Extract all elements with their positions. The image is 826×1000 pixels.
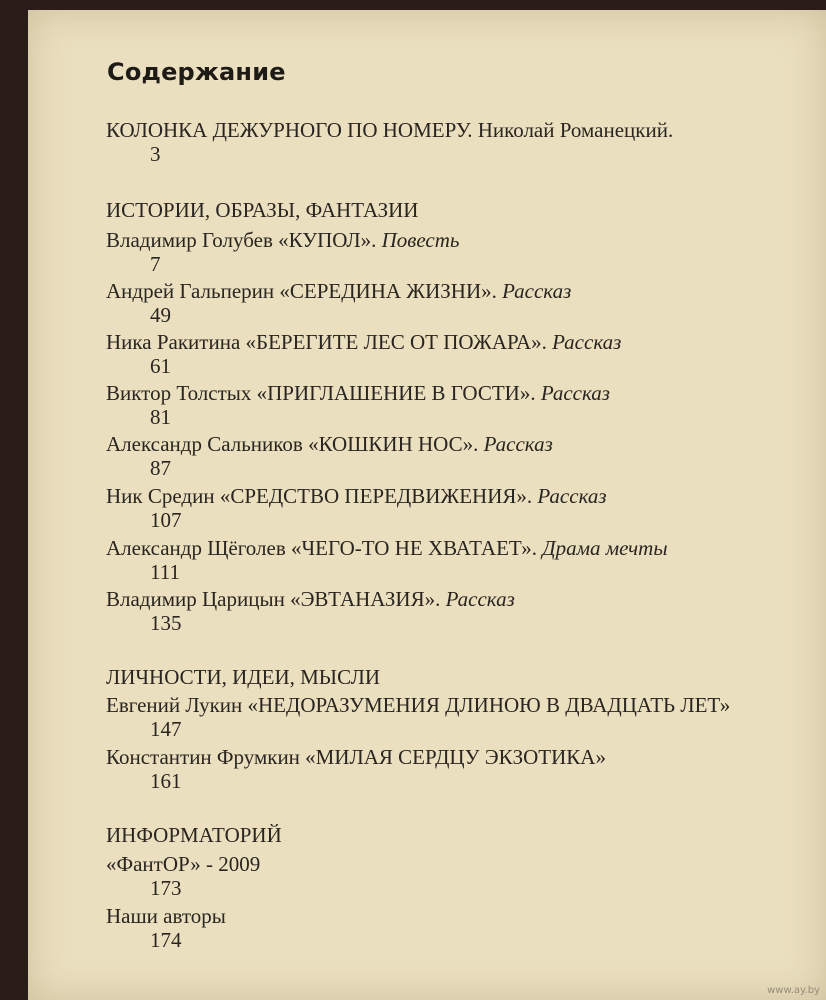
page-number: 81 — [150, 405, 171, 429]
toc-entry: Виктор Толстых «ПРИГЛАШЕНИЕ В ГОСТИ». Рассказ — [106, 381, 610, 405]
page-number: 135 — [150, 611, 182, 635]
watermark: www.ay.by — [767, 985, 820, 996]
genre-label: Драма мечты — [542, 536, 668, 560]
page-number: 7 — [150, 252, 161, 276]
page-number: 174 — [150, 928, 182, 952]
page-number: 49 — [150, 303, 171, 327]
page-number: 161 — [150, 769, 182, 793]
page-number: 173 — [150, 876, 182, 900]
genre-label: Рассказ — [540, 381, 610, 405]
genre-label: Рассказ — [552, 330, 622, 354]
page-number: 61 — [150, 354, 171, 378]
toc-entry: Андрей Гальперин «СЕРЕДИНА ЖИЗНИ». Рассказ — [106, 279, 572, 303]
section-heading-stories: ИСТОРИИ, ОБРАЗЫ, ФАНТАЗИИ — [106, 198, 419, 222]
toc-entry: Владимир Царицын «ЭВТАНАЗИЯ». Рассказ — [106, 587, 515, 611]
toc-entry: Владимир Голубев «КУПОЛ». Повесть — [106, 228, 460, 252]
toc-entry: «ФантОР» - 2009 — [106, 852, 261, 876]
toc-entry: Ник Средин «СРЕДСТВО ПЕРЕДВИЖЕНИЯ». Рассказ — [106, 484, 607, 508]
toc-entry: Константин Фрумкин «МИЛАЯ СЕРДЦУ ЭКЗОТИКА» — [106, 745, 606, 769]
section-heading-personalities: ЛИЧНОСТИ, ИДЕИ, МЫСЛИ — [106, 665, 381, 689]
page-number: 147 — [150, 717, 182, 741]
page-number: 3 — [150, 142, 161, 166]
genre-label: Рассказ — [483, 432, 553, 456]
genre-label: Рассказ — [502, 279, 572, 303]
toc-entry: Александр Сальников «КОШКИН НОС». Рассказ — [106, 432, 553, 456]
section-heading-column: КОЛОНКА ДЕЖУРНОГО ПО НОМЕРУ. Николай Романецкий. — [106, 118, 674, 142]
toc-entry: Ника Ракитина «БЕРЕГИТЕ ЛЕС ОТ ПОЖАРА». Рассказ — [106, 330, 622, 354]
section-heading-informatory: ИНФОРМАТОРИЙ — [106, 823, 282, 847]
genre-label: Рассказ — [445, 587, 515, 611]
toc-entry: Евгений Лукин «НЕДОРАЗУМЕНИЯ ДЛИНОЮ В ДВАДЦАТЬ ЛЕТ» — [106, 693, 731, 717]
genre-label: Рассказ — [537, 484, 607, 508]
page-number: 87 — [150, 456, 171, 480]
page-number: 107 — [150, 508, 182, 532]
toc-entry: Наши авторы — [106, 904, 226, 928]
genre-label: Повесть — [381, 228, 460, 252]
toc-entry: Александр Щёголев «ЧЕГО-ТО НЕ ХВАТАЕТ». Драма мечты — [106, 536, 668, 560]
page-number: 111 — [150, 560, 180, 584]
page-title: Содержание — [107, 58, 286, 86]
